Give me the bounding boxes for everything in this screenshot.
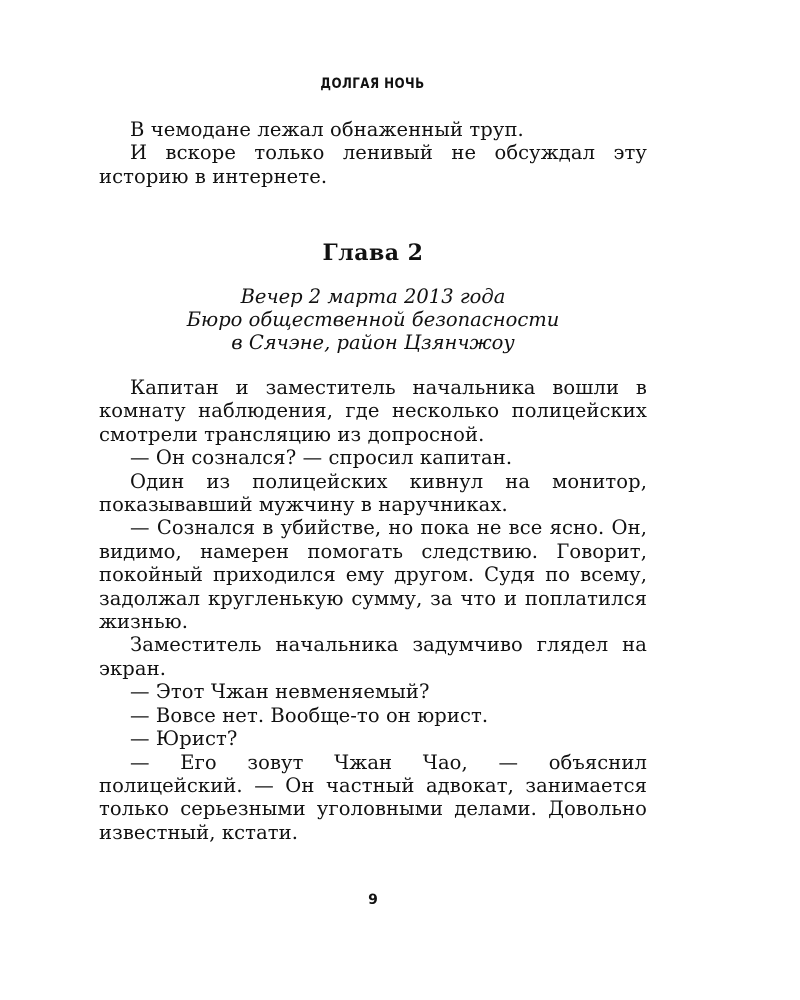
paragraph: — Вовсе нет. Вообще-то он юрист.: [130, 703, 489, 727]
paragraph: В чемодане лежал обнаженный труп.: [130, 118, 524, 141]
intro-text: [99, 118, 647, 188]
paragraph: Заместитель начальника задумчиво глядел на экран.: [99, 633, 647, 680]
paragraph: — Юрист?: [130, 727, 238, 751]
paragraph: И вскоре только ленивый не обсуждал эту историю в интернете.: [99, 141, 647, 188]
page-number: 9: [368, 892, 378, 908]
chapter-epigraph: [99, 285, 647, 354]
running-head: ДОЛГАЯ НОЧЬ: [320, 76, 425, 92]
epigraph-line: Бюро общественной безопасности: [186, 308, 560, 331]
epigraph-line: в Сячэне, район Цзянчжоу: [231, 331, 515, 354]
paragraph: Капитан и заместитель начальника вошли в комнату наблюдения, где несколько полицейских смотрели трансляцию из допросной.: [99, 376, 647, 446]
paragraph: Один из полицейских кивнул на монитор, показывавший мужчину в наручниках.: [99, 469, 647, 517]
body-text: [99, 376, 647, 844]
paragraph: — Этот Чжан невменяемый?: [130, 680, 430, 704]
paragraph: — Его зовут Чжан Чао, — объяснил полицейский. — Он частный адвокат, занимается только серьезными уголовными делами. Довольно известный, кстати.: [99, 750, 647, 844]
paragraph: — Он сознался? — спросил капитан.: [130, 446, 513, 470]
epigraph-line: Вечер 2 марта 2013 года: [240, 285, 506, 308]
paragraph: — Сознался в убийстве, но пока не все ясно. Он, видимо, намерен помогать следствию. Говорит, покойный приходился ему другом. Судя по всему, задолжал кругленькую сумму, за что и поплатился жизнью.: [99, 516, 647, 634]
chapter-title: Глава 2: [322, 240, 424, 266]
